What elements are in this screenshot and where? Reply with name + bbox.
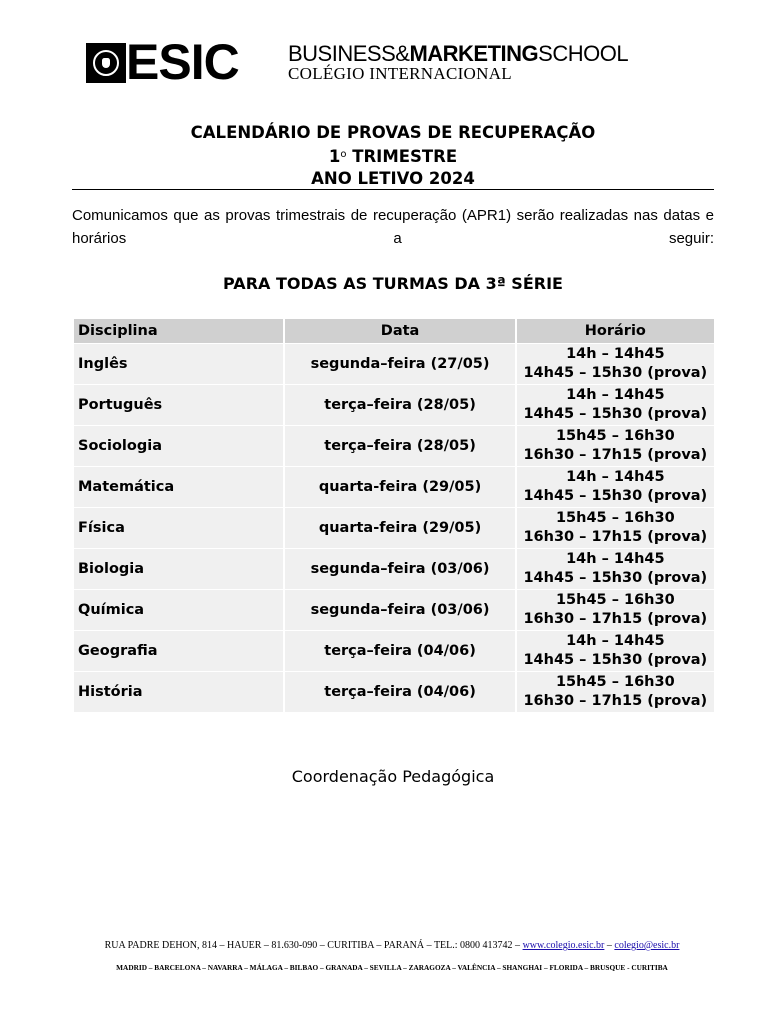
cell-data: segunda–feira (03/06) xyxy=(285,590,514,630)
cell-disciplina: Sociologia xyxy=(74,426,283,466)
table-row xyxy=(74,631,714,671)
cell-horario: 15h45 – 16h30 16h30 – 17h15 (prova) xyxy=(517,426,714,466)
exam-schedule-table xyxy=(72,318,716,713)
cell-horario: 15h45 – 16h30 16h30 – 17h15 (prova) xyxy=(517,672,714,712)
table-row xyxy=(74,344,714,384)
cell-data: terça–feira (04/06) xyxy=(285,631,514,671)
header-disciplina: Disciplina xyxy=(74,319,283,343)
title-line-2: 1$^o$ TRIMESTRE xyxy=(328,147,458,166)
cell-disciplina: Química xyxy=(74,590,283,630)
intro-paragraph: Comunicamos que as provas trimestrais de recuperação (APR1) serão realizadas nas datas e horários a seguir: xyxy=(72,207,714,247)
cell-data: segunda–feira (27/05) xyxy=(285,344,514,384)
logo-tagline: BUSINESS&MARKETINGSCHOOL xyxy=(288,41,629,66)
signature: Coordenação Pedagógica xyxy=(291,767,495,786)
school-logo xyxy=(86,34,646,90)
table-row xyxy=(74,672,714,712)
cell-disciplina: Física xyxy=(74,508,283,548)
cell-horario: 14h – 14h45 14h45 – 15h30 (prova) xyxy=(517,467,714,507)
cell-disciplina: Inglês xyxy=(74,344,283,384)
email-link[interactable]: colegio@esic.br xyxy=(614,940,680,951)
document-title xyxy=(72,122,714,190)
website-link[interactable]: www.colegio.esic.br xyxy=(522,940,605,951)
cell-horario: 15h45 – 16h30 16h30 – 17h15 (prova) xyxy=(517,590,714,630)
footer-cities: MADRID – BARCELONA – NAVARRA – MÁLAGA – BILBAO – GRANADA – SEVILLA – ZARAGOZA – VALÊNCIA – SHANGHAI – FLORIDA – BRUSQUE - CURITIBA xyxy=(116,963,668,972)
cell-disciplina: História xyxy=(74,672,283,712)
cell-disciplina: Português xyxy=(74,385,283,425)
table-row xyxy=(74,467,714,507)
cell-disciplina: Geografia xyxy=(74,631,283,671)
title-line-3: ANO LETIVO 2024 xyxy=(311,169,475,188)
title-line-1: CALENDÁRIO DE PROVAS DE RECUPERAÇÃO xyxy=(190,123,596,142)
cell-data: segunda–feira (03/06) xyxy=(285,549,514,589)
cell-disciplina: Matemática xyxy=(74,467,283,507)
cell-horario: 15h45 – 16h30 16h30 – 17h15 (prova) xyxy=(517,508,714,548)
title-divider xyxy=(72,189,714,190)
footer-address: RUA PADRE DEHON, 814 – HAUER – 81.630-090 – CURITIBA – PARANÁ – TEL.: 0800 413742 – www.colegio.esic.br – colegio@esic.br xyxy=(104,940,680,951)
table-header-row xyxy=(74,319,714,343)
section-subtitle: PARA TODAS AS TURMAS DA 3ª SÉRIE xyxy=(223,274,563,293)
cell-disciplina: Biologia xyxy=(74,549,283,589)
table-row xyxy=(74,385,714,425)
cell-data: terça–feira (04/06) xyxy=(285,672,514,712)
logo-wordmark: ESIC xyxy=(126,34,239,90)
cell-data: terça–feira (28/05) xyxy=(285,385,514,425)
cell-data: terça–feira (28/05) xyxy=(285,426,514,466)
cell-data: quarta-feira (29/05) xyxy=(285,467,514,507)
table-row xyxy=(74,508,714,548)
cell-horario: 14h – 14h45 14h45 – 15h30 (prova) xyxy=(517,549,714,589)
cell-horario: 14h – 14h45 14h45 – 15h30 (prova) xyxy=(517,385,714,425)
table-row xyxy=(74,590,714,630)
cell-horario: 14h – 14h45 14h45 – 15h30 (prova) xyxy=(517,344,714,384)
logo-college-name: COLÉGIO INTERNACIONAL xyxy=(288,64,512,83)
header-data: Data xyxy=(285,319,514,343)
table-row xyxy=(74,549,714,589)
crest-icon xyxy=(86,43,126,83)
cell-horario: 14h – 14h45 14h45 – 15h30 (prova) xyxy=(517,631,714,671)
cell-data: quarta-feira (29/05) xyxy=(285,508,514,548)
header-horario: Horário xyxy=(517,319,714,343)
table-row xyxy=(74,426,714,466)
